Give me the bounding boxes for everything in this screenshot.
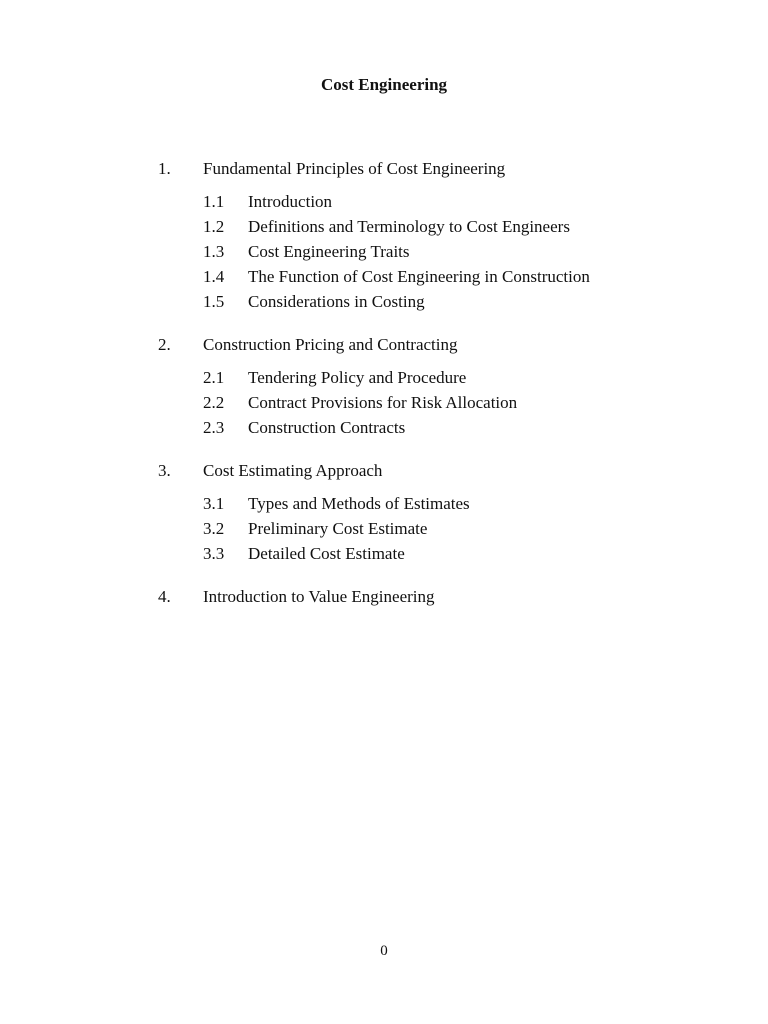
- section-heading: [0, 585, 768, 609]
- subsection-list: [0, 189, 768, 314]
- subsection-title: Contract Provisions for Risk Allocation: [248, 393, 518, 412]
- subsection-item: [0, 239, 768, 264]
- subsection-title: Cost Engineering Traits: [248, 242, 410, 261]
- table-of-contents: [0, 157, 768, 609]
- subsection-number: 2.3: [203, 418, 225, 437]
- toc-section: [0, 459, 768, 585]
- section-heading: [0, 333, 768, 357]
- subsection-item: [0, 541, 768, 566]
- subsection-item: [0, 189, 768, 214]
- subsection-title: Introduction: [248, 192, 333, 211]
- subsection-number: 3.2: [203, 519, 225, 538]
- subsection-item: [0, 289, 768, 314]
- subsection-item: [0, 516, 768, 541]
- subsection-title: Detailed Cost Estimate: [248, 544, 405, 563]
- subsection-number: 3.1: [203, 494, 225, 513]
- page-number: 0: [380, 943, 388, 959]
- section-heading: [0, 459, 768, 483]
- section-number: 2.: [158, 335, 171, 354]
- toc-section: [0, 157, 768, 333]
- subsection-list: [0, 491, 768, 566]
- section-heading: [0, 157, 768, 181]
- section-title: Construction Pricing and Contracting: [203, 335, 458, 354]
- section-title: Fundamental Principles of Cost Engineering: [203, 159, 506, 178]
- subsection-title: Construction Contracts: [248, 418, 406, 437]
- section-title: Introduction to Value Engineering: [203, 587, 435, 606]
- section-title: Cost Estimating Approach: [203, 461, 383, 480]
- subsection-number: 2.2: [203, 393, 225, 412]
- section-number: 4.: [158, 587, 171, 606]
- subsection-number: 1.5: [203, 292, 225, 311]
- subsection-number: 2.1: [203, 368, 225, 387]
- subsection-number: 1.2: [203, 217, 225, 236]
- subsection-item: [0, 214, 768, 239]
- section-number: 3.: [158, 461, 171, 480]
- subsection-item: [0, 491, 768, 516]
- subsection-item: [0, 415, 768, 440]
- subsection-item: [0, 390, 768, 415]
- subsection-title: Definitions and Terminology to Cost Engineers: [248, 217, 570, 236]
- subsection-title: Considerations in Costing: [248, 292, 425, 311]
- subsection-item: [0, 365, 768, 390]
- subsection-number: 3.3: [203, 544, 225, 563]
- section-number: 1.: [158, 159, 171, 178]
- subsection-title: Tendering Policy and Procedure: [248, 368, 467, 387]
- toc-section: [0, 585, 768, 609]
- subsection-title: Preliminary Cost Estimate: [248, 519, 428, 538]
- subsection-item: [0, 264, 768, 289]
- subsection-number: 1.1: [203, 192, 225, 211]
- subsection-title: The Function of Cost Engineering in Construction: [248, 267, 590, 286]
- subsection-list: [0, 365, 768, 440]
- subsection-title: Types and Methods of Estimates: [248, 494, 470, 513]
- subsection-number: 1.3: [203, 242, 225, 261]
- page-title: Cost Engineering: [320, 75, 448, 94]
- toc-section: [0, 333, 768, 459]
- subsection-number: 1.4: [203, 267, 225, 286]
